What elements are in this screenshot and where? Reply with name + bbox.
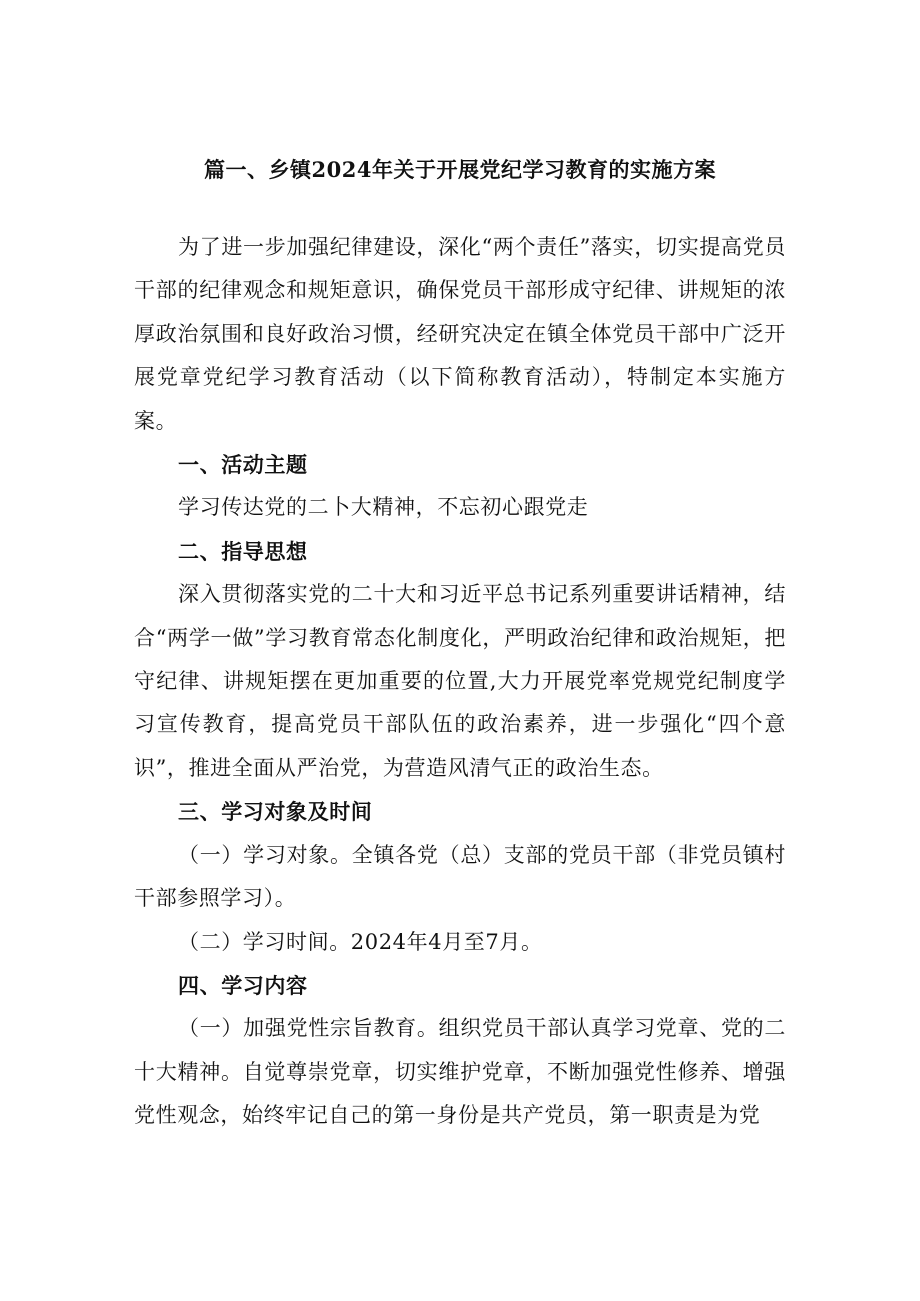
section-paragraph: （一）学习对象。全镇各党（总）支部的党员干部（非党员镇村干部参照学习）。 xyxy=(134,842,786,911)
document-title: 篇一、乡镇2024年关于开展党纪学习教育的实施方案 xyxy=(204,157,716,182)
section-heading-learning-content: 四、学习内容 xyxy=(178,972,308,998)
section-paragraph: 学习传达党的二卜大精神，不忘初心跟党走 xyxy=(178,495,589,520)
section-paragraph: （一）加强党性宗旨教育。组织党员干部认真学习党章、党的二十大精神。自觉尊崇党章，切实维护党章，不断加强党性修养、增强党性观念，始终牢记自己的第一身份是共产党员，第一职责是为党 xyxy=(134,1016,786,1128)
intro-paragraph: 为了进一步加强纪律建设，深化“两个责任”落实，切实提高党员干部的纪律观念和规矩意识，确保党员干部形成守纪律、讲规矩的浓厚政治氛围和良好政治习惯，经研究决定在镇全体党员干部中广泛开展党章党纪学习教育活动（以下简称教育活动），特制定本实施方案。 xyxy=(134,235,786,433)
section-paragraph: （二）学习时间。2024年4月至7月。 xyxy=(178,929,543,954)
section-paragraph: 深入贯彻落实党的二十大和习近平总书记系列重要讲话精神，结合“两学一做”学习教育常态化制度化，严明政治纪律和政治规矩，把守纪律、讲规矩摆在更加重要的位置,大力开展党率党规党纪制度学习宣传教育，提高党员干部队伍的政治素养，进一步强化“四个意识”，推进全面从严治党，为营造风清气正的政治生态。 xyxy=(134,582,786,780)
section-heading-learning-target-time: 三、学习对象及时间 xyxy=(178,799,373,825)
section-heading-guiding-thought: 二、指导思想 xyxy=(178,538,308,564)
document-body xyxy=(134,226,786,1138)
section-heading-theme: 一、活动主题 xyxy=(178,452,308,478)
